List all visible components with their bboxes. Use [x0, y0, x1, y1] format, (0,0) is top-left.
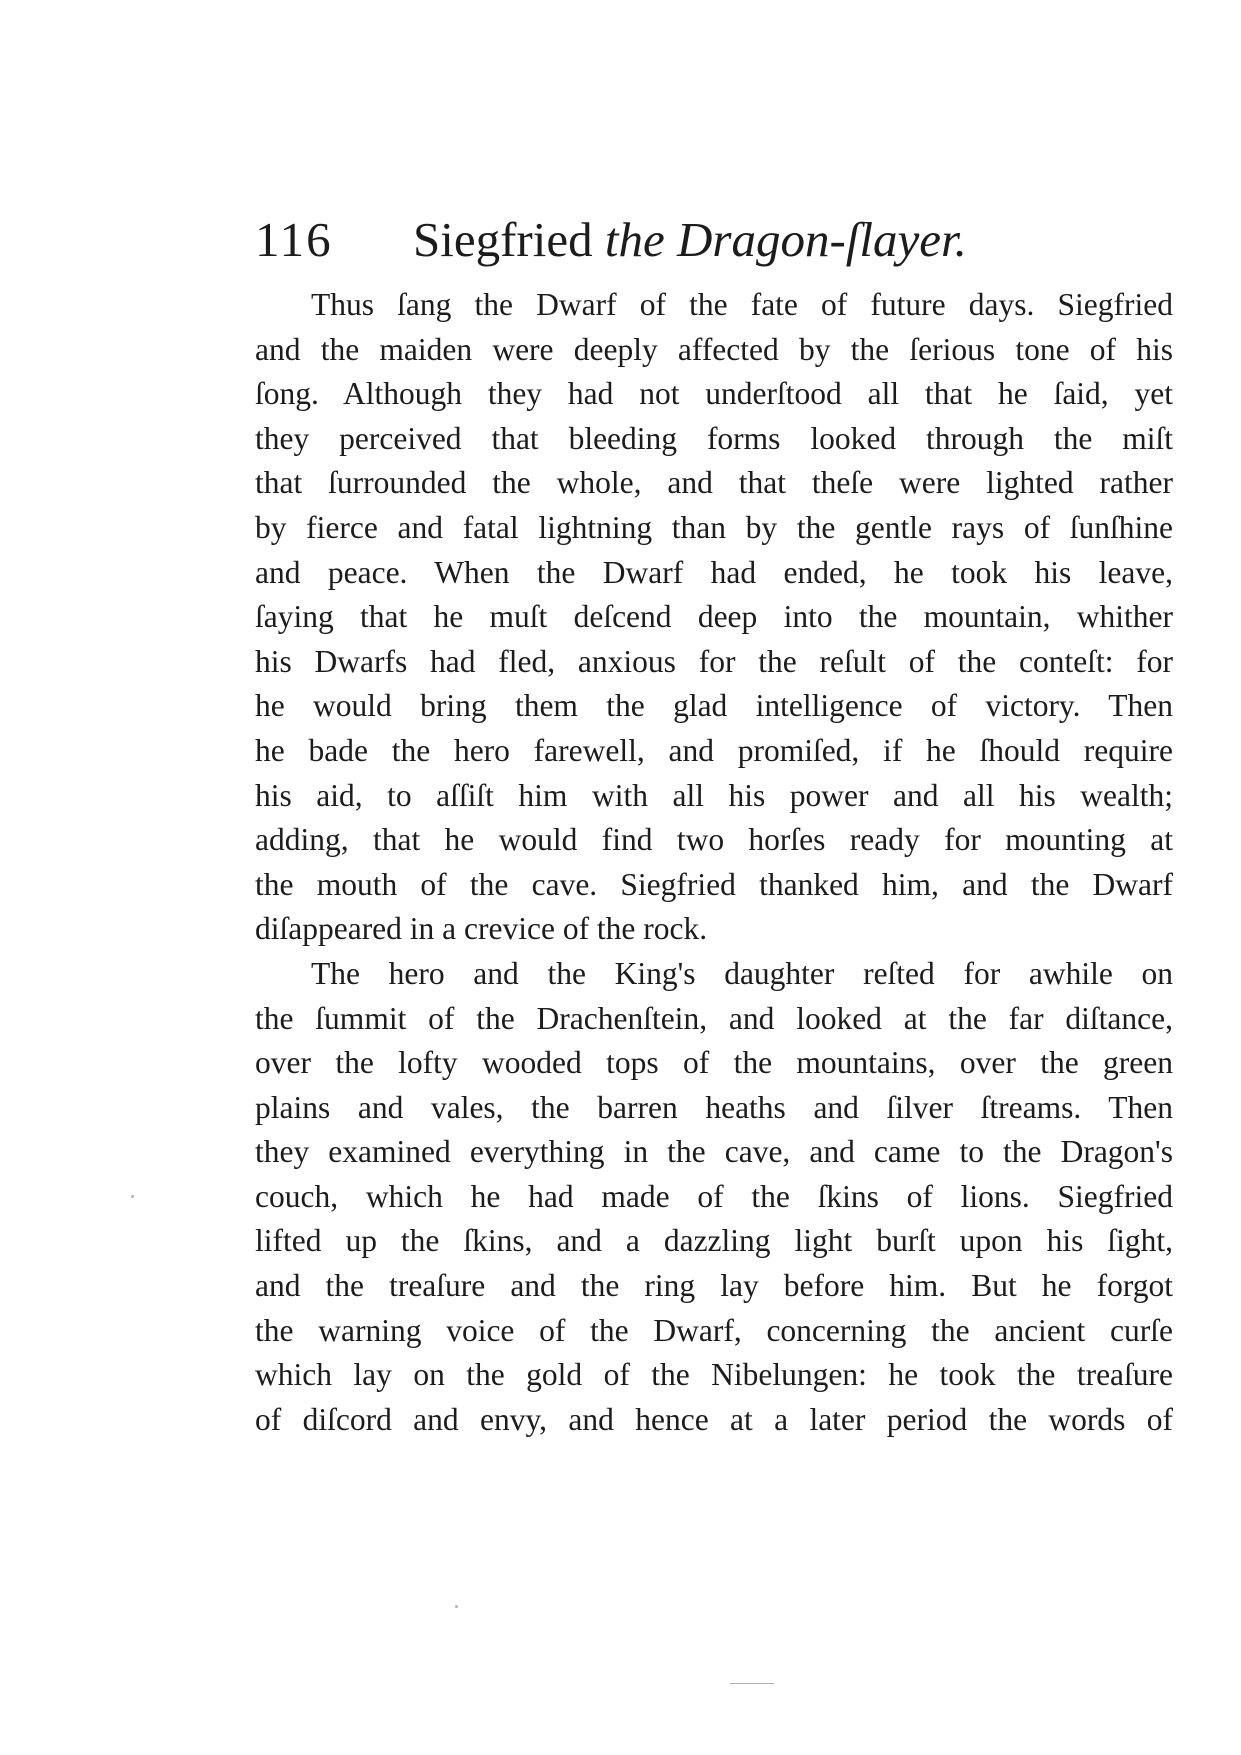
text-line: he bade the hero farewell, and promiſed, if he ſhould require [255, 732, 1173, 768]
text-line: and peace. When the Dwarf had ended, he took his leave, [255, 554, 1173, 590]
text-line: his aid, to aſſiſt him with all his power and all his wealth; [255, 777, 1173, 813]
running-title-name: Siegfried [413, 212, 593, 267]
text-line: ſong. Although they had not underſtood all that he ſaid, yet [255, 376, 1173, 412]
paragraph [255, 952, 1173, 1443]
page-number: 116 [255, 212, 333, 267]
scan-speck [131, 1195, 134, 1198]
scan-speck [455, 1605, 458, 1608]
text-line: over the lofty wooded tops of the mountains, over the green [255, 1045, 1173, 1081]
paragraph [255, 283, 1173, 952]
running-title [413, 210, 967, 270]
text-line: the warning voice of the Dwarf, concerning the ancient curſe [255, 1312, 1173, 1348]
text-line: he would bring them the glad intelligence of victory. Then [255, 688, 1173, 724]
text-line: which lay on the gold of the Nibelungen: he took the treaſure [255, 1357, 1173, 1393]
running-title-italic: the Dragon-ſlayer. [604, 212, 967, 267]
text-line: The hero and the King's daughter reſted for awhile on [311, 955, 1173, 991]
text-line: and the treaſure and the ring lay before him. But he forgot [255, 1268, 1173, 1304]
text-line: and the maiden were deeply affected by the ſerious tone of his [255, 331, 1173, 367]
text-line: that ſurrounded the whole, and that theſe were lighted rather [255, 465, 1173, 501]
text-line: by fierce and fatal lightning than by the gentle rays of ſunſhine [255, 509, 1173, 545]
text-line: couch, which he had made of the ſkins of lions. Siegfried [255, 1178, 1173, 1214]
body-text [255, 283, 1173, 1442]
text-line: adding, that he would find two horſes ready for mounting at [255, 822, 1173, 858]
text-line: the mouth of the cave. Siegfried thanked him, and the Dwarf [255, 866, 1173, 902]
book-page [255, 210, 1173, 1442]
text-line: they examined everything in the cave, and came to the Dragon's [255, 1134, 1173, 1170]
running-header [255, 210, 1173, 270]
text-line: the ſummit of the Drachenſtein, and looked at the far diſtance, [255, 1000, 1173, 1036]
text-line: of diſcord and envy, and hence at a later period the words of [255, 1401, 1173, 1437]
text-line: they perceived that bleeding forms looked through the miſt [255, 420, 1173, 456]
text-line: lifted up the ſkins, and a dazzling light burſt upon his ſight, [255, 1223, 1173, 1259]
text-line: Thus ſang the Dwarf of the fate of future days. Siegfried [311, 287, 1173, 322]
text-line: diſappeared in a crevice of the rock. [255, 911, 708, 947]
scan-mark [730, 1683, 774, 1684]
text-line: his Dwarfs had fled, anxious for the reſult of the conteſt: for [255, 643, 1173, 679]
text-line: plains and vales, the barren heaths and ſilver ſtreams. Then [255, 1089, 1173, 1125]
text-line: ſaying that he muſt deſcend deep into the mountain, whither [255, 599, 1173, 635]
